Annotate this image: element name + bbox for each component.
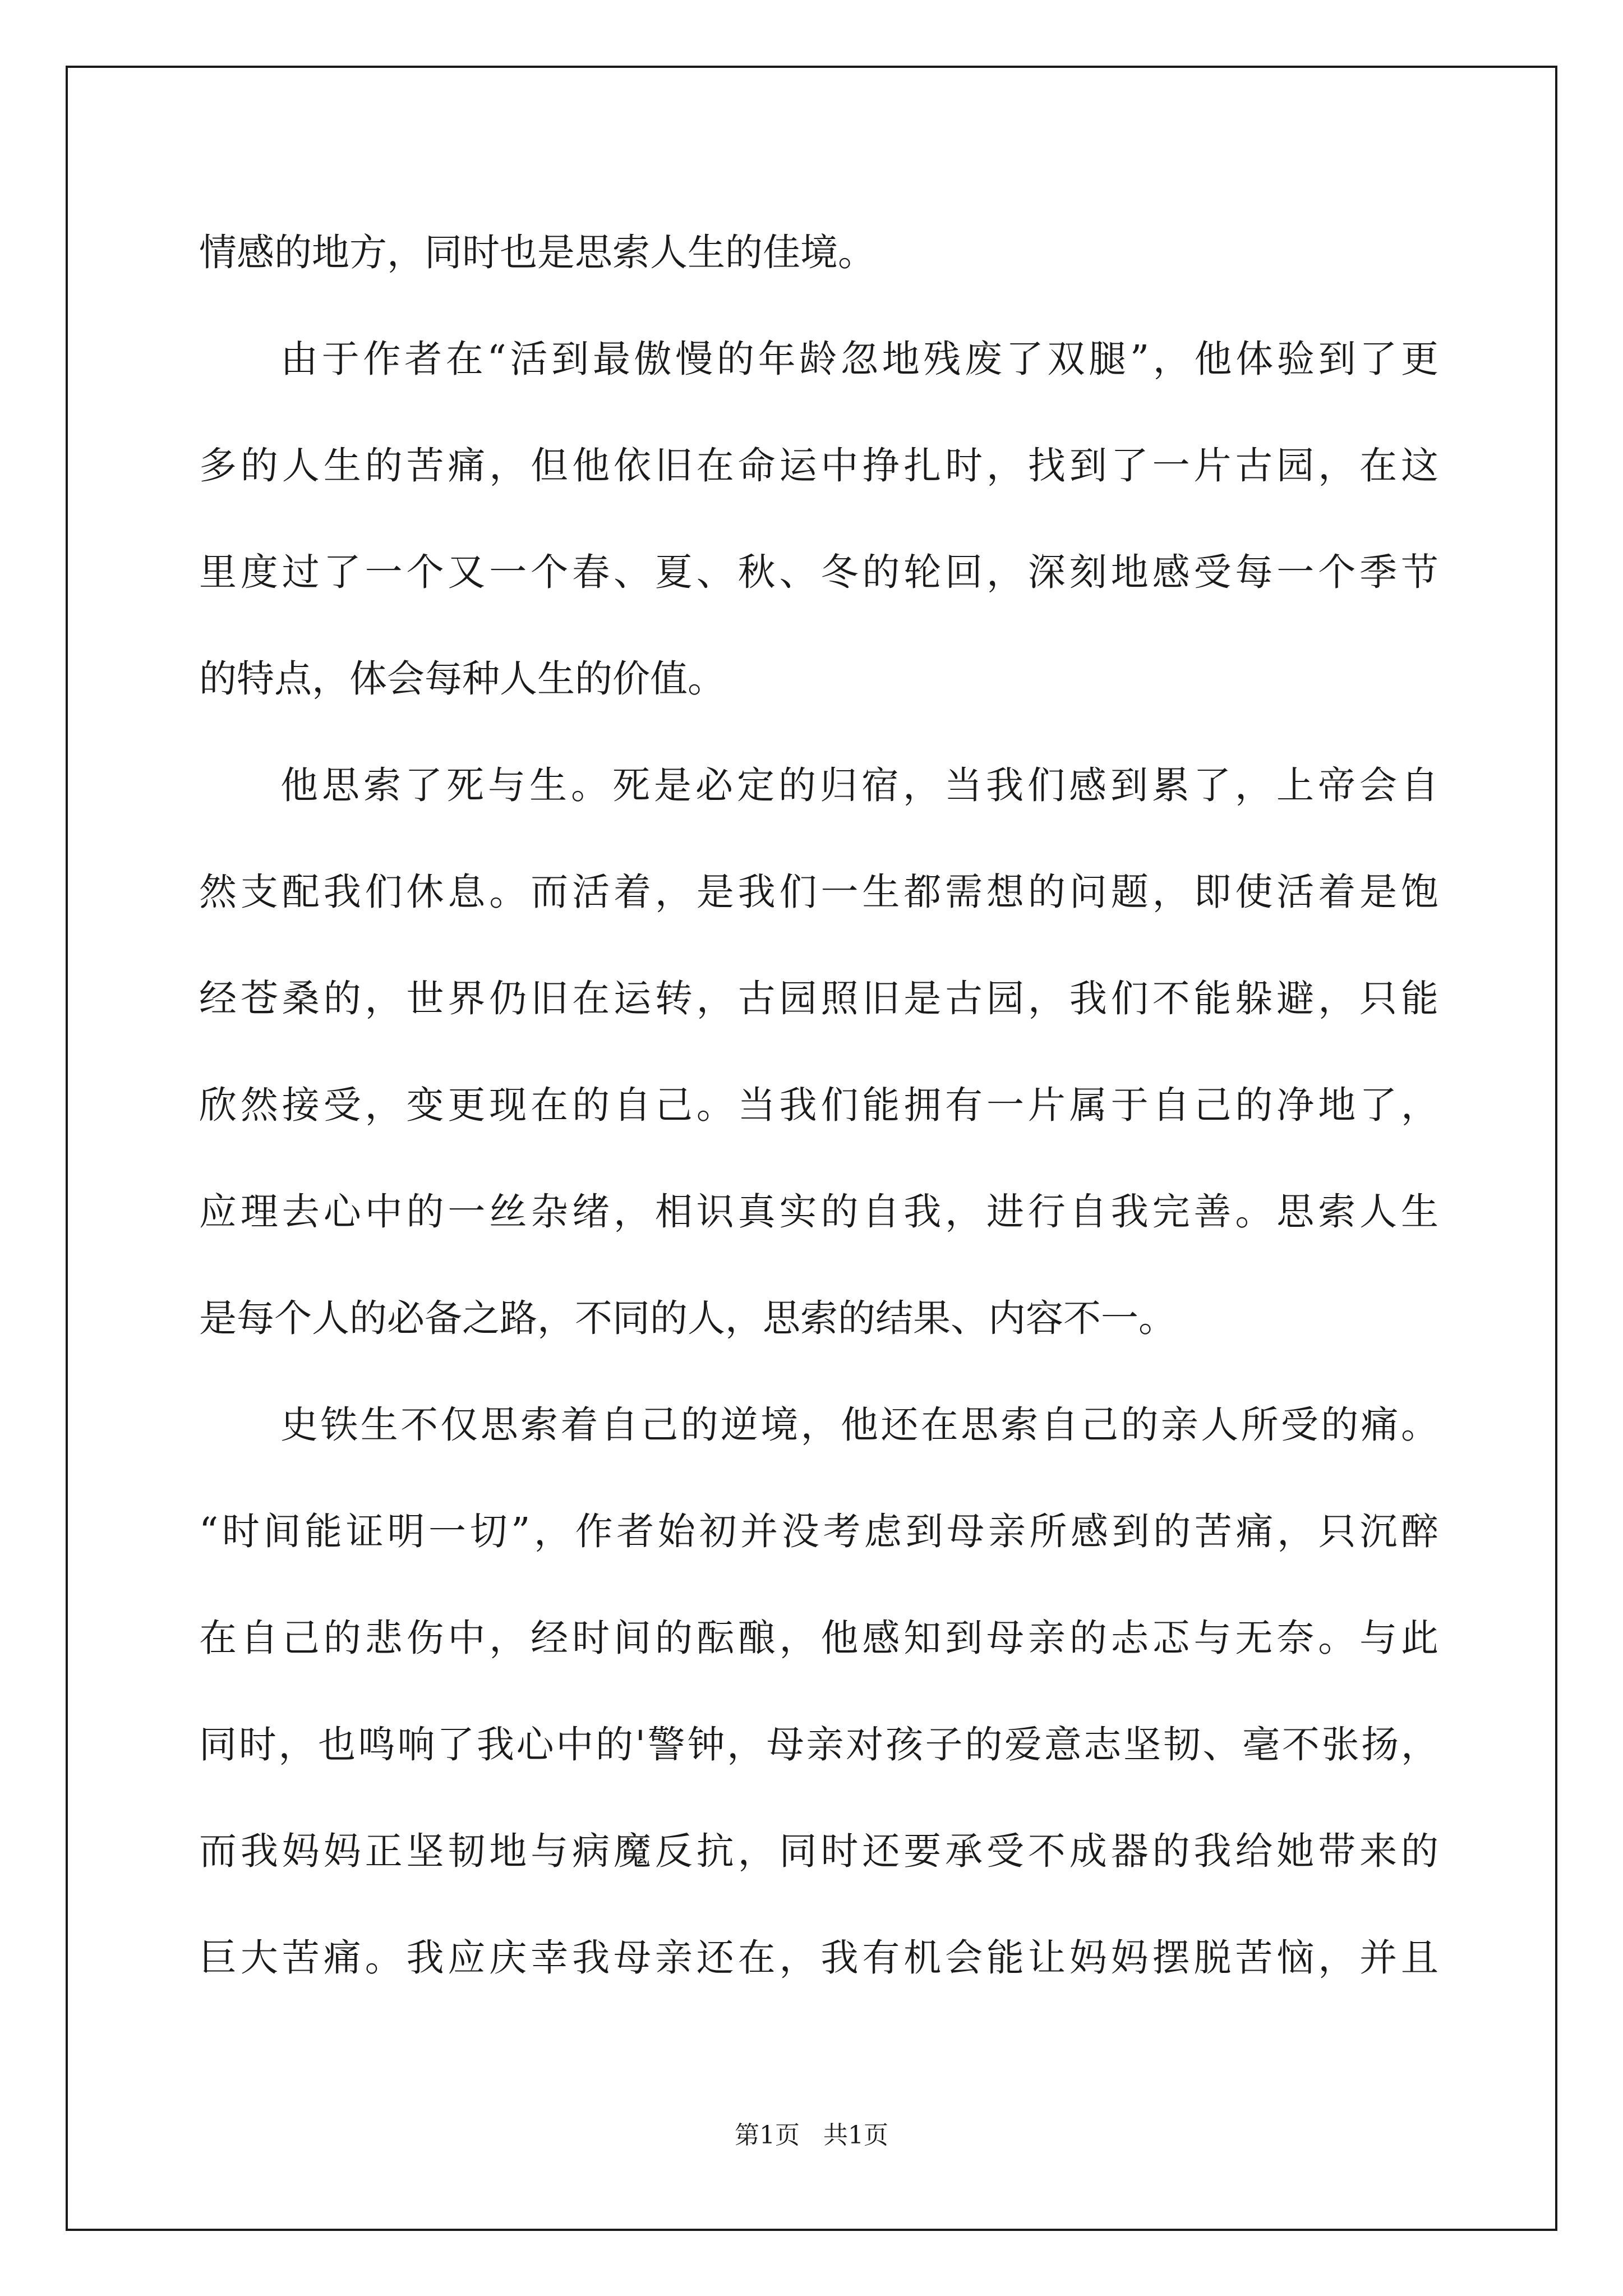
text-line: 经苍桑的，世界仍旧在运转，古园照旧是古园，我们不能躲避，只能 bbox=[199, 977, 1438, 1020]
text-line: 的特点，体会每种人生的价值。 bbox=[199, 657, 725, 701]
text-line: 同时，也鸣响了我心中的'警钟，母亲对孩子的爱意志坚韧、毫不张扬， bbox=[199, 1723, 1438, 1766]
text-line: 多的人生的苦痛，但他依旧在命运中挣扎时，找到了一片古园，在这 bbox=[199, 444, 1438, 487]
text-line: 应理去心中的一丝杂绪，相识真实的自我，进行自我完善。思索人生 bbox=[199, 1190, 1438, 1234]
text-line: 是每个人的必备之路，不同的人，思索的结果、内容不一。 bbox=[199, 1296, 1176, 1340]
text-line: 而我妈妈正坚韧地与病魔反抗，同时还要承受不成器的我给她带来的 bbox=[199, 1829, 1438, 1873]
text-line: 由于作者在“活到最傲慢的年龄忽地残废了双腿”，他体验到了更 bbox=[280, 337, 1438, 381]
text-line: 然支配我们休息。而活着，是我们一生都需想的问题，即使活着是饱 bbox=[199, 870, 1438, 914]
text-line: 欣然接受，变更现在的自己。当我们能拥有一片属于自己的净地了， bbox=[199, 1083, 1438, 1127]
text-line: 情感的地方，同时也是思索人生的佳境。 bbox=[199, 231, 875, 274]
text-line: 在自己的悲伤中，经时间的酝酿，他感知到母亲的忐忑与无奈。与此 bbox=[199, 1616, 1438, 1660]
document-body bbox=[199, 199, 1438, 2011]
text-line: 他思索了死与生。死是必定的归宿，当我们感到累了，上帝会自 bbox=[280, 763, 1438, 807]
text-line: “时间能证明一切”，作者始初并没考虑到母亲所感到的苦痛，只沉醉 bbox=[199, 1510, 1438, 1553]
text-line: 巨大苦痛。我应庆幸我母亲还在，我有机会能让妈妈摆脱苦恼，并且 bbox=[199, 1936, 1438, 1980]
text-line: 里度过了一个又一个春、夏、秋、冬的轮回，深刻地感受每一个季节 bbox=[199, 550, 1438, 594]
page-number-footer: 第1页 共1页 bbox=[735, 2121, 888, 2150]
text-line: 史铁生不仅思索着自己的逆境，他还在思索自己的亲人所受的痛。 bbox=[280, 1403, 1438, 1447]
